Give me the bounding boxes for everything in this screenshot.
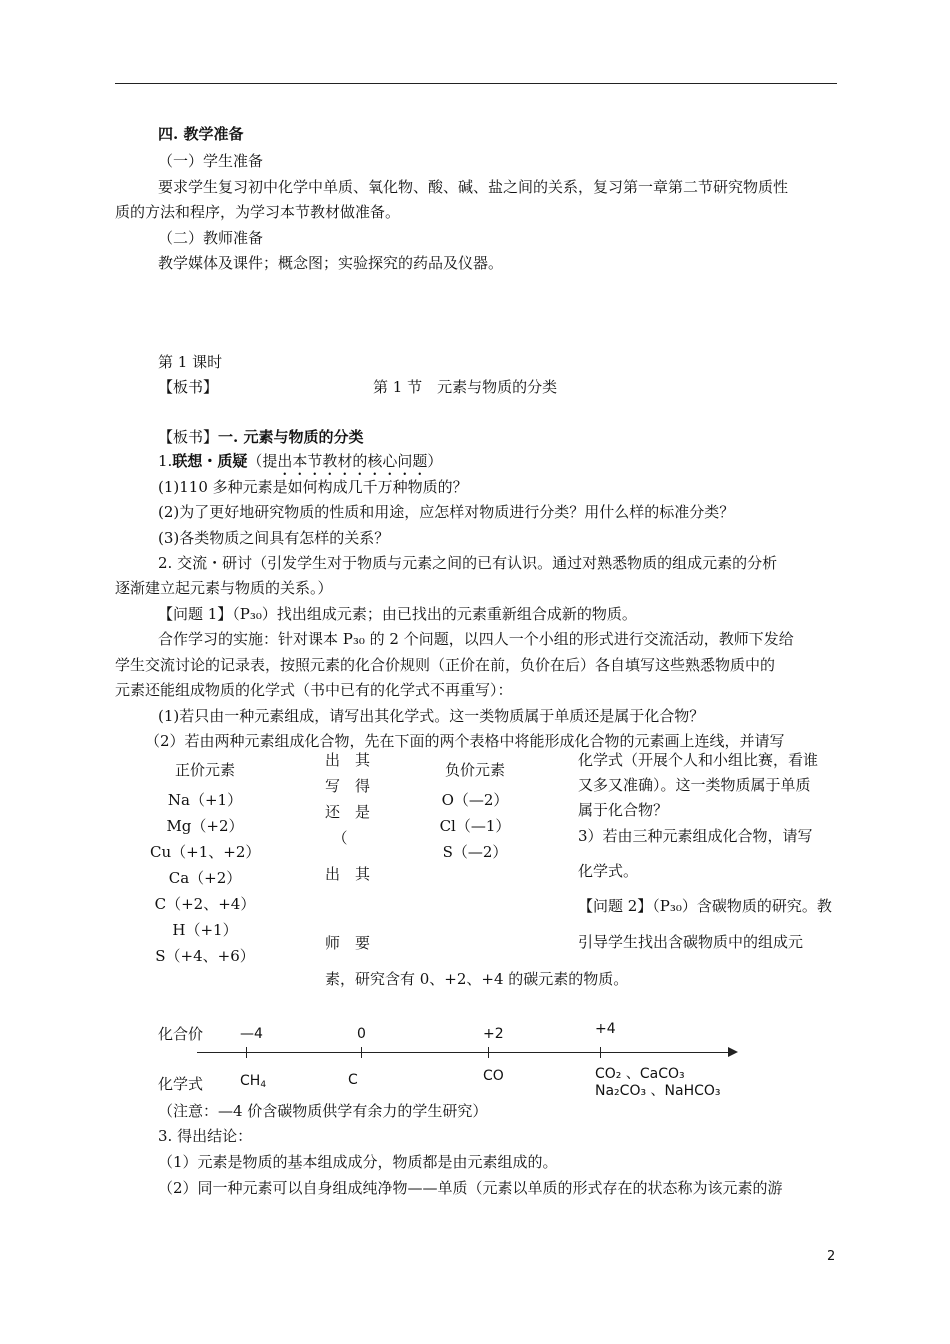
valence-axis [197,1052,730,1053]
element-c: C（+2、+4） [154,895,256,913]
section-title: 四. 教学准备 [158,125,244,143]
item-heading: 联想・质疑 [172,452,248,470]
problem-1: 【问题 1】（P₃₀）找出组成元素；由已找出的元素重新组合成新的物质。 [158,605,637,623]
board-label: 【板书】 [158,378,219,396]
element-s-neg: S（—2） [442,843,508,861]
element-h: H（+1） [172,921,238,939]
teacher-prep-text: 教学媒体及课件；概念图；实验探究的药品及仪器。 [158,254,504,272]
right-text-4: 3）若由三种元素组成化合物，请写 [578,827,813,845]
student-prep-text: 要求学生复习初中化学中单质、氧化物、酸、碱、盐之间的关系，复习第一章第二节研究物质性 [158,178,789,196]
coop-text-cont-1: 学生交流讨论的记录表，按照元素的化合价规则（正价在前，负价在后）各自填写这些熟悉物质中的 [115,656,776,674]
formula-co: CO [483,1068,504,1084]
formula-plus4-line2: Na₂CO₃ 、NaHCO₃ [595,1083,721,1099]
item-number: 1. [158,452,173,470]
sub-question-1: (1)若只由一种元素组成，请写出其化学式。这一类物质属于单质还是属于化合物？ [158,707,705,725]
element-cu: Cu（+1、+2） [150,843,261,861]
board-label-2: 【板书】 [158,428,219,446]
positive-elements-column [150,760,260,969]
element-ca: Ca（+2） [168,869,242,887]
element-na: Na（+1） [167,791,243,809]
right-text-2: 又多又准确）。这一类物质属于单质 [578,776,811,794]
formula-label: 化学式 [158,1075,204,1093]
element-cl: Cl（—1） [439,817,511,835]
question-3: (3)各类物质之间具有怎样的关系？ [158,529,390,547]
formula-ch4: $CH_4$ [240,1073,267,1090]
note: （注意：—4 价含碳物质供学有余力的学生研究） [158,1102,488,1120]
problem-2: 【问题 2】（P₃₀）含碳物质的研究。教 [578,897,832,915]
mid-text-4: （ [325,829,348,847]
mid-text-5: 出 其 [325,865,371,883]
mid-text-3: 还 是 [325,803,371,821]
element-o: O（—2） [441,791,509,809]
right-text-5: 化学式。 [578,862,639,880]
question-2: (2)为了更好地研究物质的性质和用途，应怎样对物质进行分类？用什么样的标准分类？ [158,503,735,521]
axis-arrow-icon [728,1047,738,1057]
lesson-period: 第 1 课时 [158,353,223,371]
conclusion-1: （1）元素是物质的基本组成成分，物质都是由元素组成的。 [158,1153,558,1171]
board-title: 第 1 节 元素与物质的分类 [373,378,558,396]
formula-c: C [348,1072,358,1088]
item-note: （提 [247,452,278,470]
teacher-prep-heading: （二）教师准备 [158,229,264,247]
tick-minus4 [246,1047,247,1058]
item-note-close: ） [427,452,443,470]
valence-0: 0 [357,1026,366,1042]
valence-label: 化合价 [158,1025,204,1043]
positive-head: 正价元素 [174,761,235,779]
conclusion-2: （2）同一种元素可以自身组成纯净物——单质（元素以单质的形式存在的状态称为该元素的游 [158,1179,783,1197]
discussion-text-cont: 逐渐建立起元素与物质的关系。） [115,579,333,597]
discussion-text: 2. 交流・研讨（引发学生对于物质与元素之间的已有认识。通过对熟悉物质的组成元素的分析 [158,554,778,572]
element-mg: Mg（+2） [166,817,244,835]
right-text-7: 引导学生找出含碳物质中的组成元 [578,933,804,951]
header-rule [115,83,837,84]
question-1: (1)110 多种元素是如何构成几千万种物质的？ [158,478,468,496]
valence-minus4: —4 [240,1026,263,1042]
mid-text-2: 写 得 [325,777,371,795]
page-number: 2 [827,1249,836,1264]
negative-elements-column [420,760,530,865]
element-s: S（+4、+6） [155,947,255,965]
conclusion-heading: 3. 得出结论： [158,1127,253,1145]
student-prep-text-cont: 质的方法和程序，为学习本节教材做准备。 [115,203,401,221]
tick-plus4 [600,1047,601,1058]
valence-plus4: +4 [595,1021,616,1037]
right-text-1: 化学式（开展个人和小组比赛，看谁 [578,751,819,769]
coop-text: 合作学习的实施：针对课本 P₃₀ 的 2 个问题，以四人一个小组的形式进行交流活动，教师下发给 [158,630,794,648]
student-prep-heading: （一）学生准备 [158,152,264,170]
mid-text-6: 师 要 [325,934,371,952]
right-text-3: 属于化合物？ [578,801,669,819]
tick-plus2 [488,1047,489,1058]
item-note-emphasis: 出本节教材的核心问题 [277,452,428,470]
formula-plus4-line1: CO₂ 、CaCO₃ [595,1066,685,1082]
sub-question-2: （2）若由两种元素组成化合物，先在下面的两个表格中将能形成化合物的元素画上连线，并请写 [145,732,785,750]
negative-head: 负价元素 [444,761,505,779]
board-heading: 一. 元素与物质的分类 [218,428,364,446]
mid-text-1: 出 其 [325,751,371,769]
valence-plus2: +2 [483,1026,504,1042]
tick-0 [361,1047,362,1058]
coop-text-cont-2: 元素还能组成物质的化学式（书中已有的化学式不再重写）： [115,681,513,699]
carbon-valence-text: 素，研究含有 0、+2、+4 的碳元素的物质。 [325,970,629,988]
